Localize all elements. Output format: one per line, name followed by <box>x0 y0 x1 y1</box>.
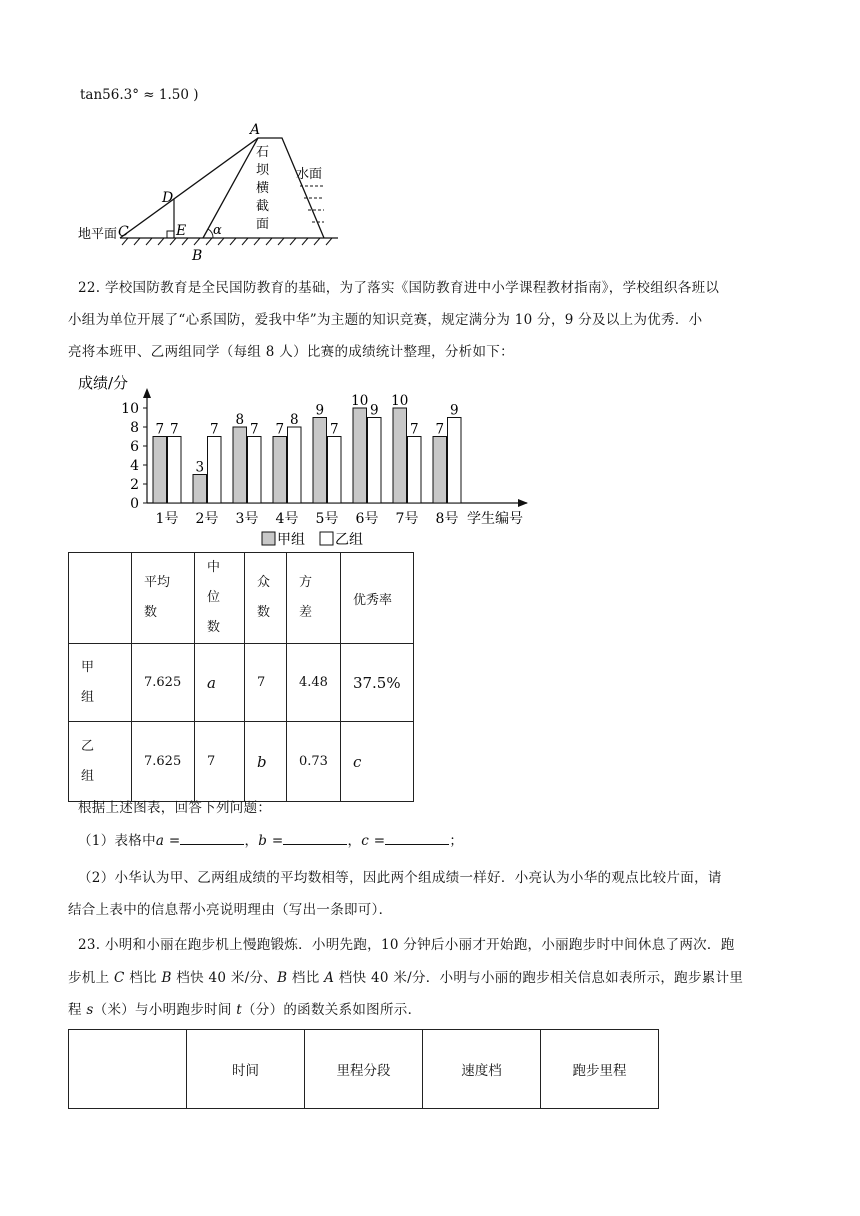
q23-line2: 步机上 C 档比 B 档快 40 米/分、B 档比 A 档快 40 米/分．小明与小丽的跑步相关信息如表所示，跑步累计里 <box>68 970 744 986</box>
yi-mode: b <box>245 722 287 802</box>
blank-c <box>385 830 449 845</box>
yi-rate: c <box>340 722 413 802</box>
x-tick-label: 7号 <box>395 511 419 527</box>
ground-hatching <box>122 238 332 245</box>
legend-swatch-yi <box>320 532 333 545</box>
y-tick-label: 0 <box>130 496 139 512</box>
legend-label-jia: 甲组 <box>277 532 305 548</box>
x-tick-label: 5号 <box>315 511 339 527</box>
data-label-jia-5: 9 <box>315 402 325 419</box>
blank-b <box>283 830 347 845</box>
q22-line2: 小组为单位开展了“心系国防，爱我中华”为主题的知识竞赛，规定满分为 10 分，9 分及以上为优秀．小 <box>68 312 703 328</box>
bar-yi-1 <box>168 437 182 504</box>
row-label-yi: 乙 组 <box>69 722 132 802</box>
data-label-jia-1: 7 <box>155 421 165 438</box>
legend-label-yi: 乙组 <box>335 532 363 548</box>
dam-label-4: 截 <box>256 199 270 214</box>
ground-label: 地平面 <box>78 227 118 242</box>
q22-intro: 根据上述图表，回答下列问题： <box>78 800 272 816</box>
yi-median: 7 <box>195 722 245 802</box>
bar-yi-8 <box>448 418 462 504</box>
bar-yi-2 <box>208 437 222 504</box>
score-bar-chart <box>68 368 538 552</box>
x-tick-label: 8号 <box>435 511 459 527</box>
run-header-empty <box>69 1030 187 1109</box>
row-label-jia: 甲 组 <box>69 644 132 722</box>
bar-yi-5 <box>328 437 342 504</box>
bar-yi-4 <box>288 427 302 503</box>
x-axis-arrow <box>518 499 528 507</box>
data-label-yi-7: 7 <box>409 421 419 438</box>
dam-label-2: 坝 <box>256 163 270 178</box>
jia-variance: 4.48 <box>287 644 341 722</box>
legend-swatch-jia <box>262 532 275 545</box>
right-angle-mark <box>167 231 174 238</box>
run-info-table <box>68 1029 659 1109</box>
q22-part2-line1: （2）小华认为甲、乙两组成绩的平均数相等，因此两个组成绩一样好．小亮认为小华的观点比较片面，请 <box>78 870 722 886</box>
bar-jia-2 <box>193 475 207 504</box>
y-tick-label: 4 <box>130 458 139 474</box>
header-variance: 方 差 <box>287 553 341 644</box>
data-label-yi-6: 9 <box>369 402 379 419</box>
water-label: 水面 <box>296 167 323 182</box>
q22-line1: 22. 学校国防教育是全民国防教育的基础，为了落实《国防教育进中小学课程教材指南》，学校组织各班以 <box>78 280 720 296</box>
y-axis-arrow <box>143 388 151 398</box>
x-tick-label: 4号 <box>275 511 299 527</box>
stats-row-yi <box>69 722 414 802</box>
jia-mean: 7.625 <box>132 644 195 722</box>
water-lines <box>300 186 324 222</box>
label-A: A <box>250 122 261 138</box>
data-label-yi-2: 7 <box>209 421 219 438</box>
data-label-yi-5: 7 <box>329 421 339 438</box>
data-label-jia-3: 8 <box>235 412 245 428</box>
blank-a <box>180 830 244 845</box>
line-CA <box>120 138 258 238</box>
bar-yi-7 <box>408 437 422 504</box>
data-label-yi-4: 8 <box>289 412 299 428</box>
bar-yi-3 <box>248 437 262 504</box>
bar-jia-3 <box>233 427 247 503</box>
dam-cross-section-figure <box>70 118 350 268</box>
q22-line3: 亮将本班甲、乙两组同学（每组 8 人）比赛的成绩统计整理，分析如下： <box>68 344 514 360</box>
jia-median: a <box>195 644 245 722</box>
y-tick-label: 10 <box>121 401 139 417</box>
label-B: B <box>192 248 203 264</box>
dam-label-3: 横 <box>256 181 270 196</box>
yi-variance: 0.73 <box>287 722 341 802</box>
run-header-distance: 跑步里程 <box>541 1030 659 1109</box>
data-label-yi-8: 9 <box>449 402 459 419</box>
data-label-yi-1: 7 <box>169 421 179 438</box>
x-tick-label: 3号 <box>235 511 259 527</box>
y-tick-label: 2 <box>130 477 139 493</box>
yi-mean: 7.625 <box>132 722 195 802</box>
bar-jia-6 <box>353 408 367 503</box>
label-alpha: α <box>213 223 222 238</box>
header-rate: 优秀率 <box>340 553 413 644</box>
q23-line1: 23. 小明和小丽在跑步机上慢跑锻炼．小明先跑，10 分钟后小丽才开始跑，小丽跑步时中间休息了两次．跑 <box>78 937 735 953</box>
dam-label-1: 石 <box>256 145 270 160</box>
x-axis-title: 学生编号 <box>467 511 523 527</box>
data-label-jia-2: 3 <box>195 459 205 476</box>
jia-rate: 37.5% <box>340 644 413 722</box>
corner-cell <box>69 553 132 644</box>
bar-jia-1 <box>153 437 167 504</box>
y-tick-label: 6 <box>130 439 139 455</box>
run-header-speed: 速度档 <box>423 1030 541 1109</box>
data-label-jia-8: 7 <box>435 421 445 438</box>
y-axis-title: 成绩/分 <box>78 374 129 392</box>
x-tick-label: 6号 <box>355 511 379 527</box>
q22-part1: （1）表格中a = ，b = ，c = ； <box>78 830 463 851</box>
dam-label-5: 面 <box>256 217 270 232</box>
label-E: E <box>176 223 187 239</box>
stats-table <box>68 552 414 802</box>
run-header-time: 时间 <box>187 1030 305 1109</box>
stats-row-jia <box>69 644 414 722</box>
data-label-jia-7: 10 <box>391 393 409 409</box>
q23-line3: 程 s（米）与小明跑步时间 t（分）的函数关系如图所示． <box>68 1002 422 1018</box>
stats-header-row <box>69 553 414 644</box>
data-label-jia-4: 7 <box>275 421 285 438</box>
data-label-yi-3: 7 <box>249 421 259 438</box>
bar-jia-4 <box>273 437 287 504</box>
header-median: 中位 数 <box>195 553 245 644</box>
run-header-row <box>69 1030 659 1109</box>
header-mean: 平均 数 <box>132 553 195 644</box>
x-tick-label: 2号 <box>195 511 219 527</box>
tan-formula: tan56.3° ≈ 1.50 ) <box>80 87 199 103</box>
jia-mode: 7 <box>245 644 287 722</box>
data-label-jia-6: 10 <box>351 393 369 409</box>
y-tick-label: 8 <box>130 420 139 436</box>
bar-jia-5 <box>313 418 327 504</box>
label-D: D <box>162 190 174 206</box>
q22-part2-line2: 结合上表中的信息帮小亮说明理由（写出一条即可）． <box>68 902 393 918</box>
run-header-segment: 里程分段 <box>305 1030 423 1109</box>
bar-yi-6 <box>368 418 382 504</box>
x-tick-label: 1号 <box>155 511 179 527</box>
header-mode: 众 数 <box>245 553 287 644</box>
bar-jia-7 <box>393 408 407 503</box>
label-C: C <box>118 224 129 240</box>
bar-jia-8 <box>433 437 447 504</box>
